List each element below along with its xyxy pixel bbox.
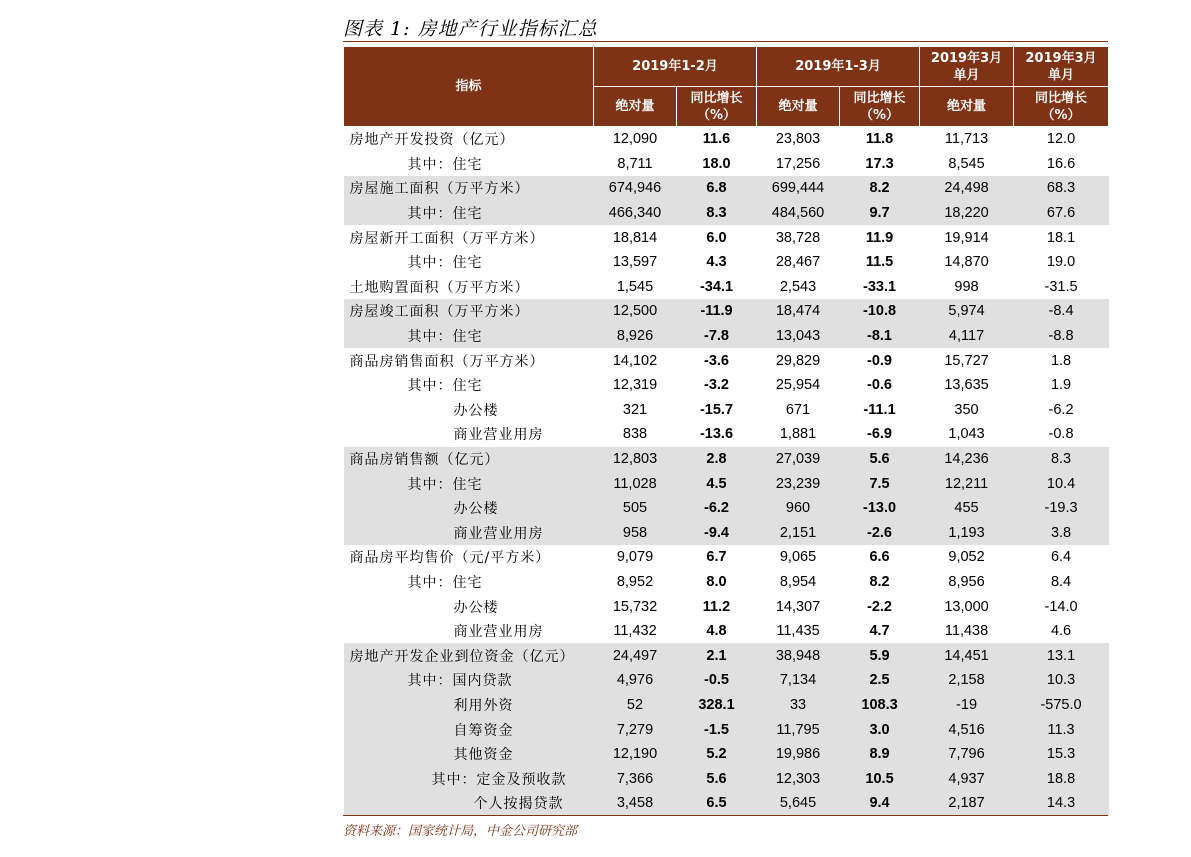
cell-absolute: 11,713	[944, 131, 989, 148]
row-label: 房地产开发投资（亿元）	[349, 132, 515, 149]
cell-yoy-growth: 3.0	[840, 717, 920, 742]
cell-yoy-growth: 8.9	[840, 742, 920, 767]
header-sub-5: 绝对量	[920, 87, 1014, 127]
table-row	[344, 471, 1109, 496]
cell-yoy-growth: 1.8	[1050, 352, 1072, 369]
cell-yoy-growth: 19.0	[1046, 254, 1076, 271]
table-row	[344, 201, 1109, 226]
cell-absolute: 350	[954, 401, 979, 418]
cell-yoy-growth: -11.1	[863, 401, 896, 418]
table-row	[344, 348, 1109, 373]
table-row	[344, 176, 1109, 201]
cell-yoy-growth: 5.6	[840, 447, 920, 472]
cell-yoy-growth: -2.2	[867, 598, 893, 615]
cell-absolute: 18,474	[757, 299, 840, 324]
cell-yoy-growth: -0.8	[1048, 426, 1074, 443]
cell-yoy-growth: -3.6	[704, 352, 729, 369]
table-row	[344, 570, 1109, 595]
cell-absolute: 11,438	[944, 623, 989, 640]
cell-yoy-growth: 6.8	[677, 176, 757, 201]
bottom-rule	[343, 815, 1108, 816]
cell-absolute: 11,435	[776, 623, 820, 640]
table-row	[344, 545, 1109, 570]
cell-absolute: 19,986	[757, 742, 840, 767]
header-sub-1: 绝对量	[594, 87, 677, 127]
cell-yoy-growth: -2.6	[840, 521, 920, 546]
cell-yoy-growth: 11.5	[865, 254, 894, 271]
cell-absolute: 671	[785, 401, 811, 418]
cell-absolute: 11,795	[757, 717, 840, 742]
row-label: 商品房销售额（亿元）	[344, 447, 594, 472]
cell-absolute: 674,946	[594, 176, 677, 201]
table-row	[344, 693, 1109, 718]
cell-absolute: 4,117	[920, 324, 1014, 349]
table-row	[344, 373, 1109, 398]
cell-yoy-growth: 6.7	[706, 549, 727, 566]
cell-absolute: 4,937	[920, 766, 1014, 791]
table-row	[344, 766, 1109, 791]
cell-yoy-growth: 3.8	[1014, 521, 1109, 546]
cell-yoy-growth: 8.3	[1014, 447, 1109, 472]
cell-absolute: 14,236	[920, 447, 1014, 472]
cell-absolute: 505	[594, 496, 677, 521]
row-label: 房屋竣工面积（万平方米）	[344, 299, 594, 324]
cell-yoy-growth: -575.0	[1014, 693, 1109, 718]
cell-yoy-growth: 8.2	[869, 573, 890, 590]
cell-yoy-growth: 6.5	[677, 791, 757, 816]
cell-yoy-growth: -0.6	[867, 377, 893, 394]
row-label: 自筹资金	[344, 717, 594, 742]
cell-yoy-growth: -15.7	[699, 401, 734, 418]
cell-yoy-growth: 2.8	[677, 447, 757, 472]
cell-absolute: 11,432	[613, 623, 657, 640]
cell-yoy-growth: 18.1	[1046, 229, 1076, 246]
header-group-3: 2019年3月 单月	[920, 47, 1014, 87]
table-row	[344, 299, 1109, 324]
cell-yoy-growth: 6.0	[706, 229, 727, 246]
cell-absolute: 9,065	[779, 549, 817, 566]
cell-absolute: 23,803	[775, 131, 821, 148]
row-label: 利用外资	[344, 693, 594, 718]
cell-yoy-growth: 11.2	[702, 598, 731, 615]
cell-absolute: 8,956	[948, 573, 985, 590]
table-header	[344, 47, 1109, 127]
table-body	[344, 127, 1109, 816]
cell-yoy-growth: 68.3	[1014, 176, 1109, 201]
cell-absolute: 15,727	[944, 352, 989, 369]
cell-absolute: 2,151	[757, 521, 840, 546]
cell-absolute: 13,597	[612, 254, 658, 271]
cell-yoy-growth: 8.3	[677, 201, 757, 226]
cell-absolute: 23,239	[757, 471, 840, 496]
cell-yoy-growth: -7.8	[677, 324, 757, 349]
cell-absolute: 14,307	[775, 598, 821, 615]
table-row	[344, 717, 1109, 742]
row-label: 商品房销售面积（万平方米）	[349, 353, 545, 370]
row-label: 其中：住宅	[344, 471, 594, 496]
figure-title: 图表 1: 房地产行业指标汇总	[343, 18, 598, 40]
cell-absolute: -19	[920, 693, 1014, 718]
cell-absolute: 11,028	[594, 471, 677, 496]
cell-yoy-growth: -6.2	[1048, 401, 1074, 418]
cell-absolute: 2,543	[779, 278, 817, 295]
table-row	[344, 643, 1109, 668]
cell-yoy-growth: 4.5	[677, 471, 757, 496]
cell-yoy-growth: -8.8	[1014, 324, 1109, 349]
row-label: 其中：定金及预收款	[344, 766, 594, 791]
cell-absolute: 14,102	[612, 352, 658, 369]
header-sub-3: 绝对量	[757, 87, 840, 127]
top-rule	[343, 41, 1108, 42]
cell-absolute: 321	[622, 401, 648, 418]
cell-absolute: 13,000	[944, 598, 989, 615]
cell-absolute: 8,711	[617, 155, 653, 172]
cell-absolute: 12,500	[594, 299, 677, 324]
cell-yoy-growth: -31.5	[1044, 278, 1078, 295]
table-row	[344, 225, 1109, 250]
cell-absolute: 466,340	[594, 201, 677, 226]
row-label: 办公楼	[453, 402, 499, 419]
cell-absolute: 8,926	[594, 324, 677, 349]
cell-yoy-growth: 18.0	[702, 155, 731, 172]
cell-yoy-growth: 8.4	[1050, 573, 1072, 590]
table-row	[344, 250, 1109, 275]
header-group-1: 2019年1-2月	[594, 47, 757, 87]
cell-yoy-growth: 11.3	[1014, 717, 1109, 742]
cell-absolute: 33	[757, 693, 840, 718]
row-label: 房地产开发企业到位资金（亿元）	[344, 643, 594, 668]
cell-yoy-growth: 67.6	[1014, 201, 1109, 226]
row-label: 商业营业用房	[344, 521, 594, 546]
table-row	[344, 619, 1109, 644]
cell-yoy-growth: 4.6	[1050, 623, 1072, 640]
cell-absolute: 7,279	[594, 717, 677, 742]
cell-absolute: 12,090	[612, 131, 658, 148]
cell-yoy-growth: 10.3	[1014, 668, 1109, 693]
row-label: 个人按揭贷款	[344, 791, 594, 816]
row-label: 商业营业用房	[453, 427, 544, 444]
cell-yoy-growth: 9.4	[840, 791, 920, 816]
cell-absolute: 52	[594, 693, 677, 718]
cell-yoy-growth: 5.9	[840, 643, 920, 668]
indicator-table-wrap	[343, 46, 1108, 816]
cell-yoy-growth: -13.6	[699, 426, 734, 443]
cell-yoy-growth: 6.4	[1050, 549, 1072, 566]
cell-absolute: 12,211	[920, 471, 1014, 496]
row-label: 其中：住宅	[344, 201, 594, 226]
cell-yoy-growth: -8.1	[840, 324, 920, 349]
cell-absolute: 24,497	[594, 643, 677, 668]
cell-absolute: 12,319	[612, 377, 658, 394]
cell-yoy-growth: 18.8	[1014, 766, 1109, 791]
cell-yoy-growth: 11.8	[865, 131, 894, 148]
cell-yoy-growth: -0.5	[677, 668, 757, 693]
cell-absolute: 699,444	[757, 176, 840, 201]
cell-absolute: 7,796	[920, 742, 1014, 767]
cell-absolute: 960	[757, 496, 840, 521]
cell-yoy-growth: 10.4	[1014, 471, 1109, 496]
cell-absolute: 484,560	[757, 201, 840, 226]
cell-absolute: 8,954	[779, 573, 817, 590]
cell-yoy-growth: -9.4	[677, 521, 757, 546]
row-label: 其中：住宅	[407, 574, 483, 591]
cell-yoy-growth: -33.1	[862, 278, 897, 295]
cell-yoy-growth: -1.5	[677, 717, 757, 742]
cell-absolute: 14,451	[920, 643, 1014, 668]
cell-yoy-growth: 17.3	[865, 155, 894, 172]
cell-yoy-growth: 108.3	[840, 693, 920, 718]
table-row	[344, 422, 1109, 447]
header-group-4: 2019年3月 单月	[1014, 47, 1109, 87]
cell-yoy-growth: 5.6	[677, 766, 757, 791]
cell-yoy-growth: 13.1	[1014, 643, 1109, 668]
cell-yoy-growth: 15.3	[1014, 742, 1109, 767]
cell-absolute: 38,948	[757, 643, 840, 668]
cell-yoy-growth: 7.5	[840, 471, 920, 496]
row-label: 商品房平均售价（元/平方米）	[349, 550, 551, 567]
cell-absolute: 1,545	[616, 278, 654, 295]
cell-absolute: 25,954	[775, 377, 821, 394]
cell-absolute: 13,635	[944, 377, 989, 394]
cell-yoy-growth: 4.7	[869, 623, 890, 640]
cell-yoy-growth: 8.0	[706, 573, 727, 590]
row-label: 其中：住宅	[407, 156, 483, 173]
cell-yoy-growth: -8.4	[1014, 299, 1109, 324]
cell-absolute: 7,134	[757, 668, 840, 693]
cell-absolute: 14,870	[944, 254, 989, 271]
cell-absolute: 7,366	[594, 766, 677, 791]
cell-yoy-growth: 9.7	[840, 201, 920, 226]
cell-absolute: 24,498	[920, 176, 1014, 201]
cell-yoy-growth: 4.3	[706, 254, 727, 271]
cell-yoy-growth: -13.0	[840, 496, 920, 521]
cell-yoy-growth: -6.9	[867, 426, 893, 443]
cell-absolute: 1,193	[920, 521, 1014, 546]
header-sub-4: 同比增长 （%）	[840, 87, 920, 127]
indicator-table	[343, 46, 1109, 816]
cell-absolute: 5,645	[757, 791, 840, 816]
cell-absolute: 2,158	[920, 668, 1014, 693]
row-label: 办公楼	[344, 496, 594, 521]
cell-absolute: 4,516	[920, 717, 1014, 742]
cell-absolute: 18,814	[612, 229, 658, 246]
cell-yoy-growth: -19.3	[1014, 496, 1109, 521]
row-label: 其中：国内贷款	[344, 668, 594, 693]
table-row	[344, 324, 1109, 349]
cell-yoy-growth: -3.2	[704, 377, 729, 394]
cell-yoy-growth: 2.5	[840, 668, 920, 693]
cell-yoy-growth: -11.9	[677, 299, 757, 324]
cell-absolute: 29,829	[775, 352, 821, 369]
row-label: 其中：住宅	[344, 324, 594, 349]
table-row	[344, 496, 1109, 521]
cell-absolute: 12,803	[594, 447, 677, 472]
cell-absolute: 13,043	[757, 324, 840, 349]
cell-yoy-growth: 5.2	[677, 742, 757, 767]
cell-absolute: 2,187	[920, 791, 1014, 816]
cell-yoy-growth: 11.9	[865, 229, 894, 246]
table-row	[344, 742, 1109, 767]
row-label: 其中：住宅	[407, 378, 483, 395]
row-label: 房屋施工面积（万平方米）	[344, 176, 594, 201]
cell-absolute: 998	[954, 278, 979, 295]
header-group-2: 2019年1-3月	[757, 47, 920, 87]
cell-absolute: 17,256	[775, 155, 821, 172]
cell-yoy-growth: 1.9	[1050, 377, 1072, 394]
row-label: 办公楼	[453, 599, 499, 616]
table-row	[344, 521, 1109, 546]
cell-absolute: 1,043	[948, 426, 985, 443]
cell-absolute: 8,952	[616, 573, 654, 590]
cell-absolute: 28,467	[775, 254, 821, 271]
cell-yoy-growth: 12.0	[1046, 131, 1076, 148]
cell-yoy-growth: 11.6	[702, 131, 731, 148]
source-note: 资料来源：国家统计局，中金公司研究部	[343, 824, 578, 839]
cell-absolute: 5,974	[920, 299, 1014, 324]
table-row	[344, 668, 1109, 693]
row-label: 其他资金	[344, 742, 594, 767]
table-row	[344, 127, 1109, 152]
cell-absolute: 38,728	[775, 229, 821, 246]
cell-absolute: 15,732	[612, 598, 658, 615]
cell-absolute: 9,079	[616, 549, 654, 566]
row-label: 房屋新开工面积（万平方米）	[349, 230, 545, 247]
table-row	[344, 594, 1109, 619]
row-label: 其中：住宅	[407, 255, 483, 272]
cell-absolute: 27,039	[757, 447, 840, 472]
cell-yoy-growth: 16.6	[1046, 155, 1076, 172]
cell-absolute: 12,190	[594, 742, 677, 767]
cell-absolute: 19,914	[944, 229, 989, 246]
cell-yoy-growth: -0.9	[867, 352, 893, 369]
cell-yoy-growth: 10.5	[840, 766, 920, 791]
table-row	[344, 275, 1109, 300]
cell-yoy-growth: 8.2	[840, 176, 920, 201]
cell-absolute: 1,881	[779, 426, 817, 443]
cell-absolute: 8,545	[948, 155, 985, 172]
row-label: 商业营业用房	[453, 624, 544, 641]
table-row	[344, 152, 1109, 177]
cell-yoy-growth: -10.8	[840, 299, 920, 324]
cell-absolute: 9,052	[948, 549, 985, 566]
header-sub-2: 同比增长 （%）	[677, 87, 757, 127]
cell-absolute: 455	[920, 496, 1014, 521]
cell-absolute: 18,220	[920, 201, 1014, 226]
cell-absolute: 838	[622, 426, 648, 443]
row-label: 土地购置面积（万平方米）	[349, 279, 530, 296]
header-indicator: 指标	[344, 47, 594, 127]
cell-yoy-growth: 2.1	[677, 643, 757, 668]
cell-absolute: 4,976	[594, 668, 677, 693]
cell-absolute: 958	[594, 521, 677, 546]
table-row	[344, 398, 1109, 423]
cell-yoy-growth: 4.8	[706, 623, 727, 640]
cell-yoy-growth: 14.3	[1014, 791, 1109, 816]
cell-absolute: 3,458	[594, 791, 677, 816]
cell-yoy-growth: -34.1	[699, 278, 734, 295]
header-sub-6: 同比增长 （%）	[1014, 87, 1109, 127]
table-row	[344, 447, 1109, 472]
cell-yoy-growth: -14.0	[1044, 598, 1078, 615]
cell-absolute: 12,303	[757, 766, 840, 791]
cell-yoy-growth: 328.1	[677, 693, 757, 718]
cell-yoy-growth: 6.6	[869, 549, 890, 566]
cell-yoy-growth: -6.2	[677, 496, 757, 521]
table-row	[344, 791, 1109, 816]
